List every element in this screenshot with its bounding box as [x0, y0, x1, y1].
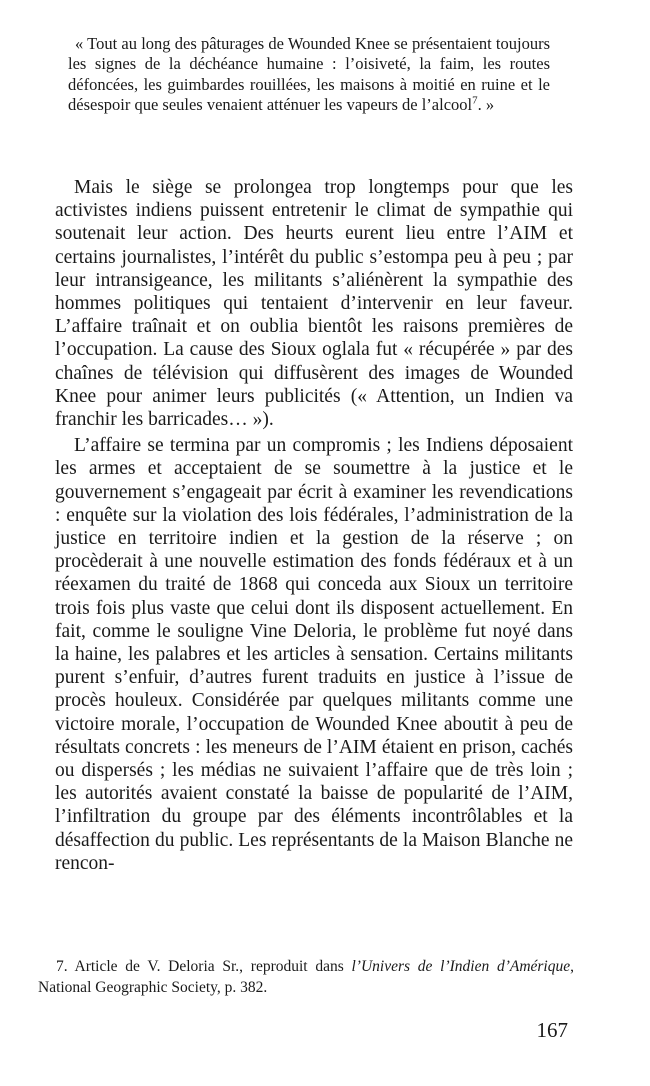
paragraph-2: L’affaire se termina par un compromis ; les Indiens déposaient les armes et acceptaient de se soumettre à la justice et le gouvernement s’engageait par écrit à examiner les revendications : enquête sur la violation des lois fédérales, l’administration de la justice en territoire indien et la gestion de la réserve ; on procèderait à une nouvelle estimation des fonds fédéraux et à un réexamen du traité de 1868 qui conceda aux Sioux un territoire trois fois plus vaste que celui dont ils disposent actuellement. En fait, comme le souligne Vine Deloria, le problème fut noyé dans la haine, les palabres et les articles à sensation. Certains militants purent s’enfuir, d’autres furent traduits en justice à l’issue de procès houleux. Considérée par quelques militants comme une victoire morale, l’occupation de Wounded Knee aboutit à peu de résultats concrets : les meneurs de l’AIM étaient en prison, cachés ou dispersés ; les médias ne suivaient l’affaire que de très loin ; les autorités avaient constaté la baisse de popularité de l’AIM, l’infiltration du groupe par des éléments incontrôlables et la désaffection du public. Les représentants de la Maison Blanche ne rencon- [55, 435, 573, 874]
footnote [38, 956, 574, 998]
main-text [55, 176, 573, 878]
footnote-reference: 7 [472, 94, 478, 107]
block-quote [68, 34, 550, 116]
footnote-text-before: Article de V. Deloria Sr., reproduit dans [74, 958, 352, 975]
quote-closing: . » [477, 95, 495, 115]
page-number: 167 [536, 1018, 568, 1042]
paragraph-1: Mais le siège se prolongea trop longtemps pour que les activistes indiens puissent entretenir le climat de sympathie qui soutenait leur action. Des heurts eurent lieu entre l’AIM et certains journalistes, l’intérêt du public s’estompa peu à peu ; par leur intransigeance, les militants s’aliénèrent la sympathie des hommes politiques qui tentaient d’intervenir en leur faveur. L’affaire traînait et on oublia bientôt les raisons premières de l’occupation. La cause des Sioux oglala fut « récupérée » par des chaînes de télévision qui diffusèrent des images de Wounded Knee pour animer leurs publicités (« Attention, un Indien va franchir les barricades… »). [55, 177, 573, 431]
footnote-number: 7. [56, 958, 68, 975]
footnote-text-after: , National Geographic Society, p. 382. [38, 958, 574, 996]
footnote-italic-title: l’Univers de l’Indien d’Amérique [351, 958, 571, 975]
quote-text: « Tout au long des pâturages de Wounded Knee se présentaient toujours les signes de la déchéance humaine : l’oisiveté, la faim, les routes défoncées, les guimbardes rouillées, les maisons à moitié en ruine et le désespoir que seules venaient atténuer les vapeurs de l’alcool [68, 34, 550, 115]
